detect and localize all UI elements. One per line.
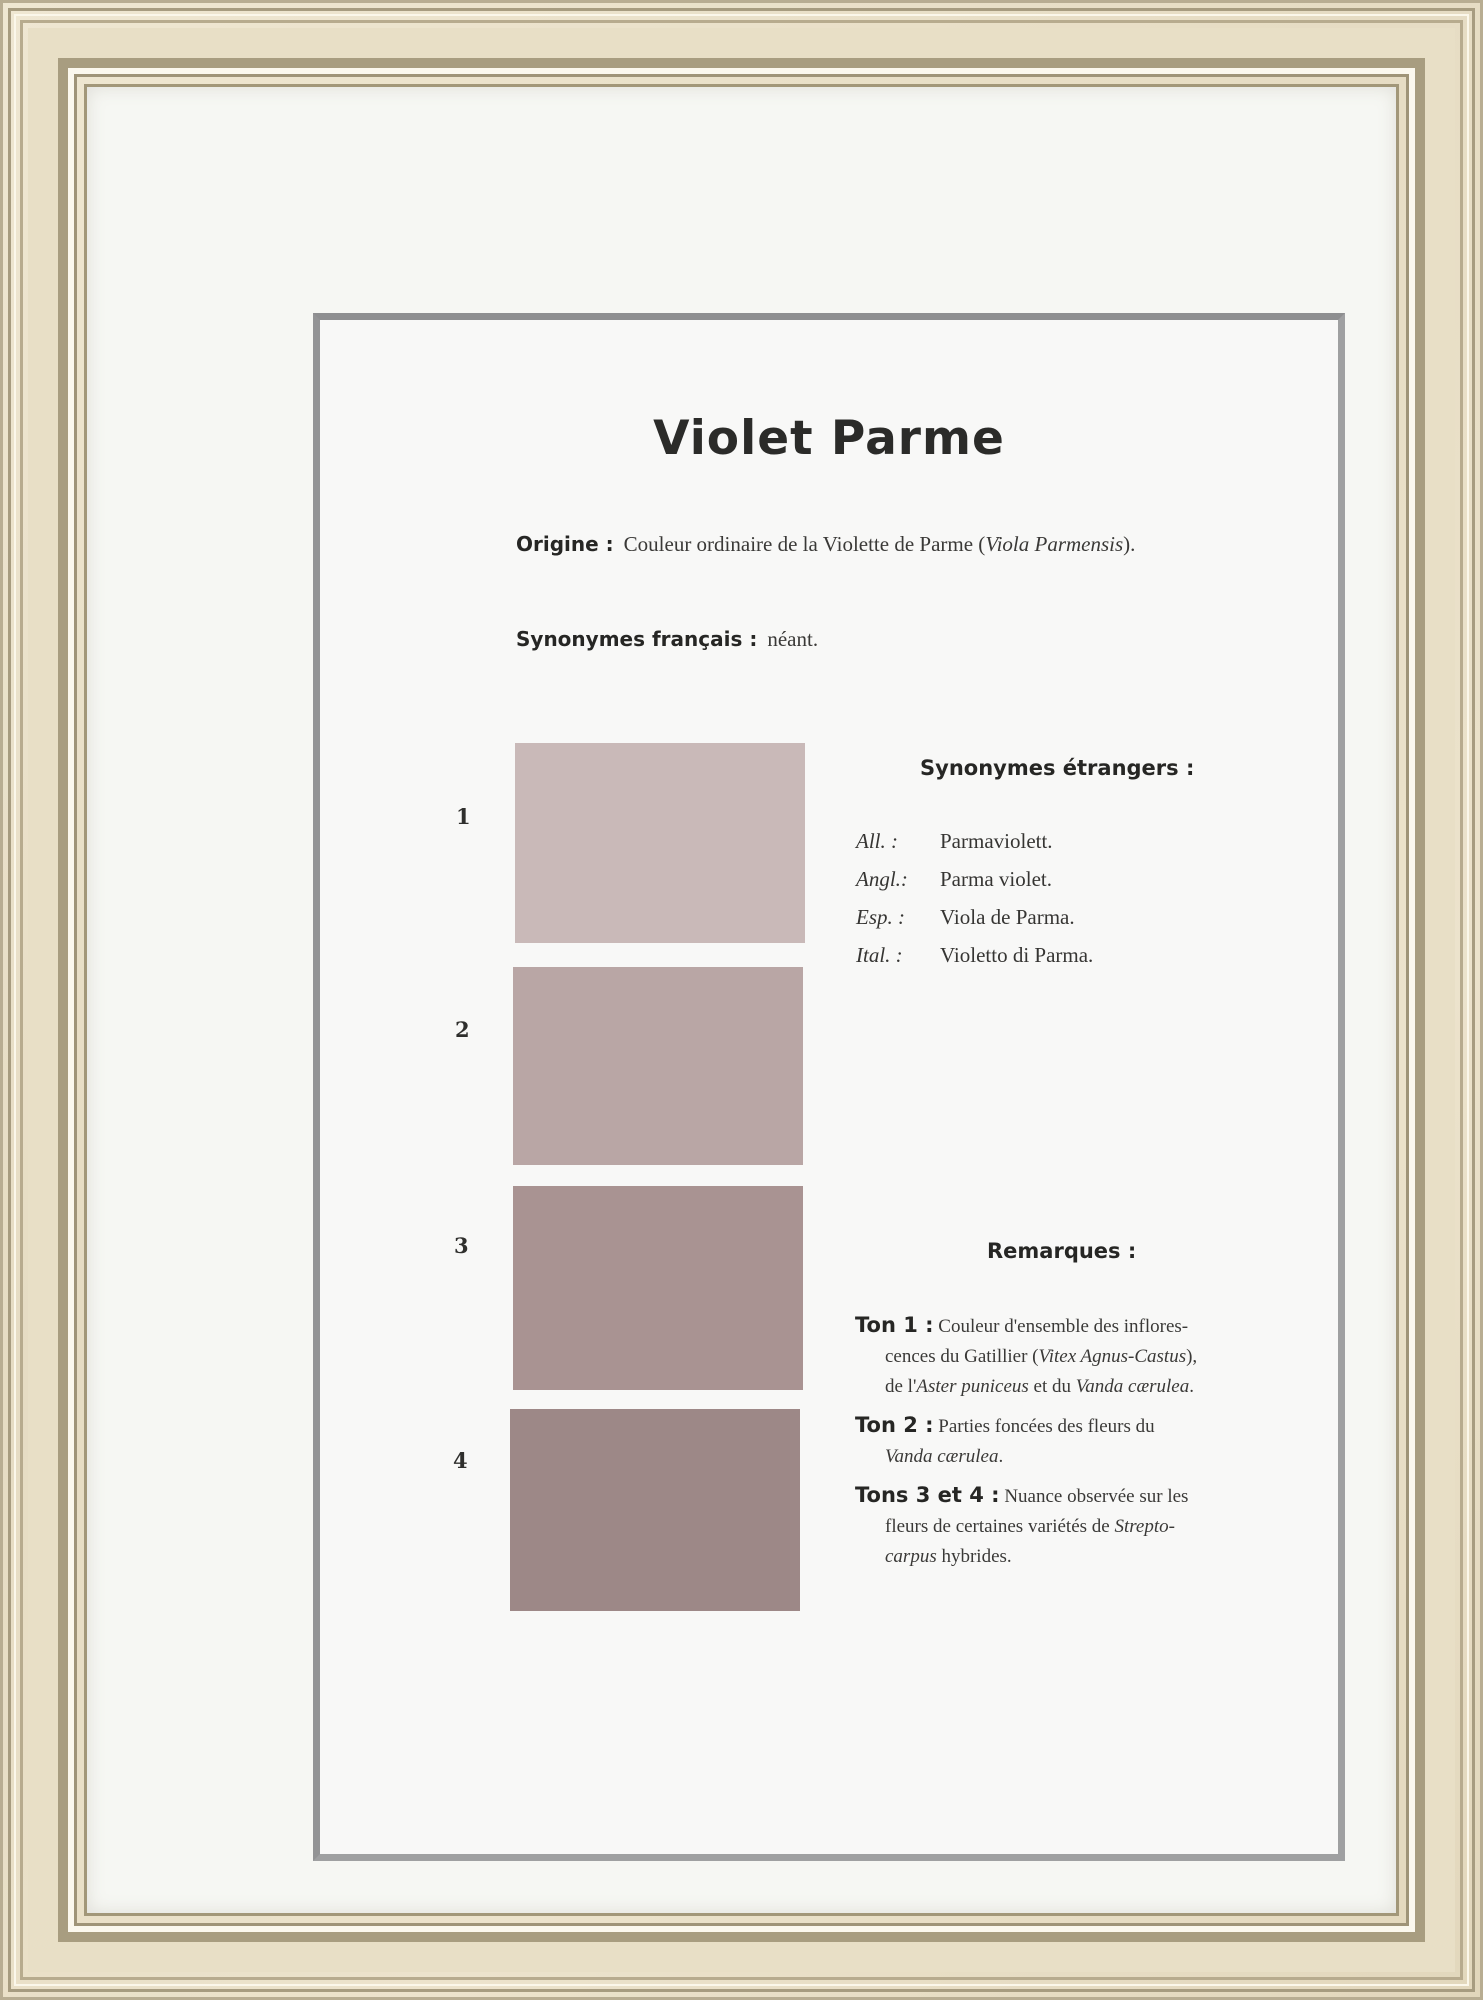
origine-latin-name: Viola Parmensis [985, 532, 1124, 556]
list-item [856, 898, 1093, 936]
latin-name: Vitex Agnus-Castus [1038, 1346, 1187, 1367]
latin-name: carpus [885, 1546, 937, 1567]
synonymes-francais-line [516, 627, 818, 652]
remarque-ton-1 [855, 1310, 1260, 1402]
synonym-value: Violetto di Parma. [940, 943, 1094, 967]
latin-name: Strepto- [1114, 1516, 1175, 1537]
language-abbrev: Angl.: [856, 867, 908, 891]
synonym-value: Parma violet. [940, 867, 1052, 891]
synonym-value: Parmaviolett. [940, 829, 1053, 853]
color-swatch-2 [513, 967, 803, 1165]
synonym-value: Viola de Parma. [940, 905, 1075, 929]
tons-3-4-text: hybrides. [936, 1546, 1012, 1567]
ton-1-text: Couleur d'ensemble des inflores- [938, 1316, 1189, 1337]
synonymes-francais-label: Synonymes français : [516, 627, 758, 651]
language-abbrev: Esp. : [856, 905, 905, 929]
ton-2-text: . [998, 1446, 1004, 1467]
synonymes-etrangers-list [856, 822, 1093, 974]
swatch-number-3: 3 [454, 1233, 469, 1258]
swatch-number-1: 1 [456, 804, 471, 829]
ton-1-text: et du [1028, 1376, 1076, 1397]
remarque-tons-3-4 [855, 1480, 1260, 1572]
latin-name: Aster puniceus [916, 1376, 1029, 1397]
remarque-ton-2 [855, 1410, 1260, 1472]
color-swatch-1 [515, 743, 805, 943]
swatch-number-4: 4 [453, 1448, 468, 1473]
tons-3-4-label: Tons 3 et 4 : [855, 1483, 1000, 1507]
origine-text-end: ). [1123, 532, 1136, 556]
synonymes-etrangers-heading: Synonymes étrangers : [920, 756, 1195, 780]
tons-3-4-text: Nuance observée sur les [1004, 1486, 1189, 1507]
ton-1-text: cences du Gatillier ( [885, 1346, 1039, 1367]
list-item [856, 860, 1093, 898]
color-plate [313, 313, 1345, 1861]
swatch-number-2: 2 [455, 1017, 470, 1042]
list-item [856, 936, 1093, 974]
ton-1-text: ), [1186, 1346, 1198, 1367]
ton-1-text: de l' [885, 1376, 917, 1397]
list-item [856, 822, 1093, 860]
origine-label: Origine : [516, 532, 614, 556]
plate-title: Violet Parme [653, 411, 1005, 466]
language-abbrev: All. : [856, 829, 898, 853]
ton-2-label: Ton 2 : [855, 1413, 934, 1437]
mat-board [87, 87, 1396, 1913]
latin-name: Vanda cærulea [885, 1446, 999, 1467]
ton-1-text: . [1189, 1376, 1194, 1397]
ton-1-label: Ton 1 : [855, 1313, 934, 1337]
origine-line [516, 532, 1135, 557]
synonymes-francais-value: néant. [767, 627, 819, 651]
remarques-heading: Remarques : [987, 1239, 1137, 1263]
color-swatch-4 [510, 1409, 800, 1611]
color-swatch-3 [513, 1186, 803, 1390]
ton-2-text: Parties foncées des fleurs du [938, 1416, 1155, 1437]
language-abbrev: Ital. : [856, 943, 903, 967]
origine-text: Couleur ordinaire de la Violette de Parme ( [623, 532, 986, 556]
latin-name: Vanda cærulea [1075, 1376, 1190, 1397]
tons-3-4-text: fleurs de certaines variétés de [885, 1516, 1115, 1537]
